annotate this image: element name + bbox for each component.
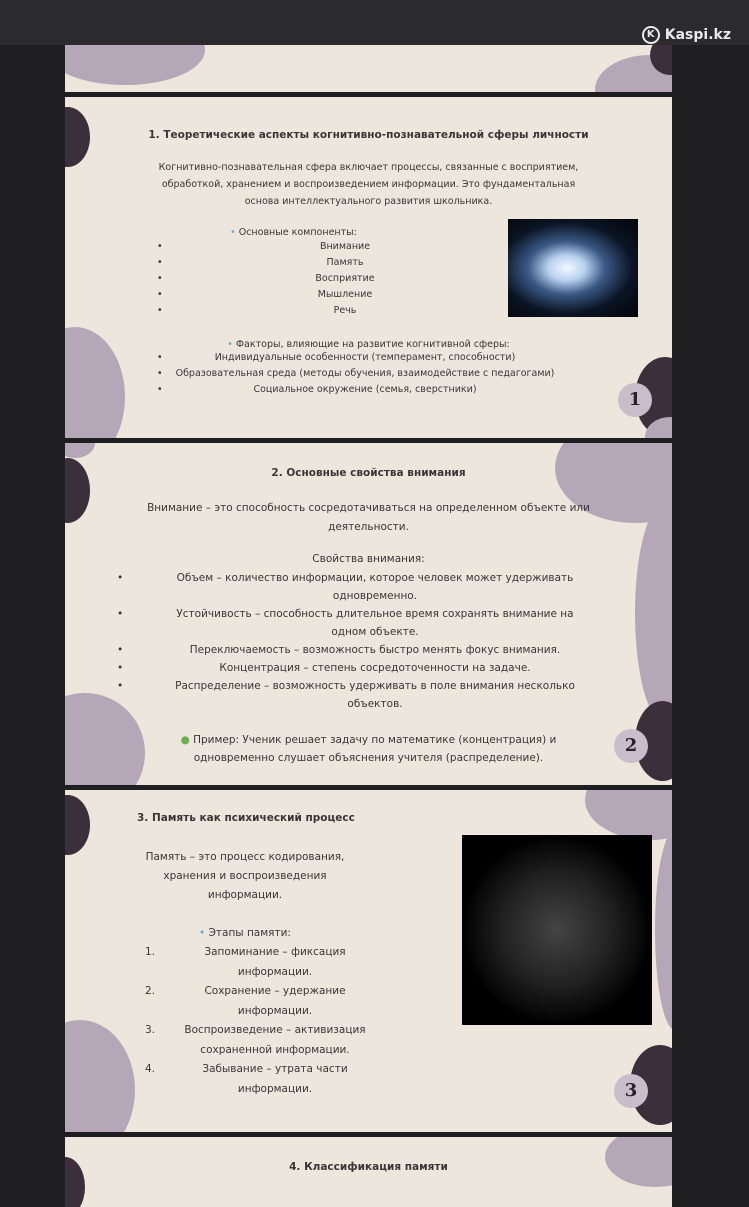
item-line: информации.: [237, 1082, 313, 1095]
page-number: 1: [618, 383, 652, 417]
factors-label: • Факторы, влияющие на развитие когнитивной сферы:: [227, 339, 510, 350]
item-text: [165, 943, 385, 982]
bullet-icon: •: [157, 384, 163, 395]
bullet-icon: •: [117, 608, 124, 620]
props-label: Свойства внимания:: [312, 553, 425, 565]
intro-text: Память – это процесс кодирования, хранения и воспроизведения информации.: [145, 851, 345, 901]
item-text: [135, 677, 615, 713]
item-line: Переключаемость – возможность быстро менять фокус внимания.: [189, 644, 561, 656]
page-number: 3: [614, 1074, 648, 1108]
item-label: Мышление: [317, 289, 373, 300]
list-item: [65, 641, 672, 659]
intro-text: Внимание – это способность сосредотачиваться на определенном объекте или деятельности.: [147, 502, 590, 533]
bullet-icon: •: [117, 662, 124, 674]
bullet-icon: •: [157, 257, 163, 268]
item-text: [135, 659, 615, 677]
item-text: [165, 1021, 385, 1060]
item-line: информации.: [237, 965, 313, 978]
item-label: Речь: [333, 305, 357, 316]
item-line: Воспроизведение – активизация: [184, 1024, 366, 1036]
list-item: [65, 384, 672, 400]
intro-text: Когнитивно-познавательная сфера включает процессы, связанные с восприятием, обработкой, хранением и воспроизведением информации. Это фундаментальная основа интеллектуального развития школьника.: [158, 162, 579, 207]
item-label: Социальное окружение (семья, сверстники): [253, 384, 477, 395]
slide-3[interactable]: [65, 790, 672, 1132]
item-text: [165, 1060, 385, 1099]
bullet-icon: •: [157, 273, 163, 284]
slide-title: 3. Память как психический процесс: [137, 812, 355, 824]
brain-image: [508, 219, 638, 317]
list-item: [65, 605, 672, 641]
list-item: [65, 368, 672, 384]
slide-1[interactable]: [65, 97, 672, 438]
list-item: [145, 943, 385, 982]
item-number: 1.: [145, 946, 156, 958]
list-item: [145, 1060, 385, 1099]
bullet-icon: •: [157, 352, 163, 363]
item-text: [135, 605, 615, 641]
slide-4[interactable]: [65, 1137, 672, 1207]
item-line: информации.: [237, 1004, 313, 1017]
bullet-icon: •: [157, 368, 163, 379]
top-bar: [0, 0, 749, 45]
stages-label: • Этапы памяти:: [199, 927, 291, 939]
item-label: Восприятие: [315, 273, 375, 284]
item-line: Концентрация – степень сосредоточенности на задаче.: [219, 662, 531, 674]
item-line: объектов.: [347, 698, 403, 710]
list-item: [65, 352, 672, 368]
props-list: [65, 569, 672, 713]
item-label: Индивидуальные особенности (темперамент, способности): [214, 352, 516, 363]
item-line: Устойчивость – способность длительное время сохранять внимание на: [176, 608, 574, 620]
bullet-icon: •: [157, 289, 163, 300]
bullet-icon: •: [117, 680, 124, 692]
watermark: K Kaspi.kz: [642, 26, 731, 44]
item-number: 4.: [145, 1063, 156, 1075]
components-label: • Основные компоненты:: [230, 227, 357, 238]
item-line: Забывание – утрата части: [202, 1063, 348, 1075]
kaspi-logo-icon: K: [642, 26, 660, 44]
item-text: [135, 641, 615, 659]
list-item: [145, 982, 385, 1021]
bullet-icon: •: [157, 241, 163, 252]
page-number: 2: [614, 729, 648, 763]
item-number: 3.: [145, 1024, 156, 1036]
list-item: [65, 677, 672, 713]
example-text: ● Пример: Ученик решает задачу по математике (концентрация) и одновременно слушает объяснения учителя (распределение).: [180, 734, 557, 764]
head-brain-image: [462, 835, 652, 1025]
slide-2[interactable]: [65, 443, 672, 785]
item-text: [165, 982, 385, 1021]
factors-list: [65, 352, 672, 400]
slide-title: 2. Основные свойства внимания: [271, 467, 466, 479]
item-line: Распределение – возможность удерживать в поле внимания несколько: [175, 680, 575, 692]
item-label: Внимание: [319, 241, 371, 252]
item-line: одном объекте.: [331, 626, 419, 638]
item-line: сохраненной информации.: [200, 1043, 350, 1056]
list-item: [65, 659, 672, 677]
item-line: одновременно.: [332, 590, 418, 602]
item-label: Память: [326, 257, 364, 268]
slide-title: 1. Теоретические аспекты когнитивно-познавательной сферы личности: [148, 129, 589, 141]
item-text: [135, 569, 615, 605]
slide-title: 4. Классификация памяти: [289, 1161, 448, 1173]
item-line: Сохранение – удержание: [204, 985, 346, 997]
bullet-icon: •: [157, 305, 163, 316]
item-number: 2.: [145, 985, 156, 997]
bullet-icon: •: [117, 644, 124, 656]
item-line: Объем – количество информации, которое человек может удерживать: [176, 572, 574, 584]
slide-0[interactable]: [65, 45, 672, 92]
bullet-icon: •: [117, 572, 124, 584]
list-item: [145, 1021, 385, 1060]
item-label: Образовательная среда (методы обучения, взаимодействие с педагогами): [175, 368, 555, 379]
item-line: Запоминание – фиксация: [204, 946, 346, 958]
list-item: [65, 569, 672, 605]
stages-list: [145, 943, 385, 1099]
